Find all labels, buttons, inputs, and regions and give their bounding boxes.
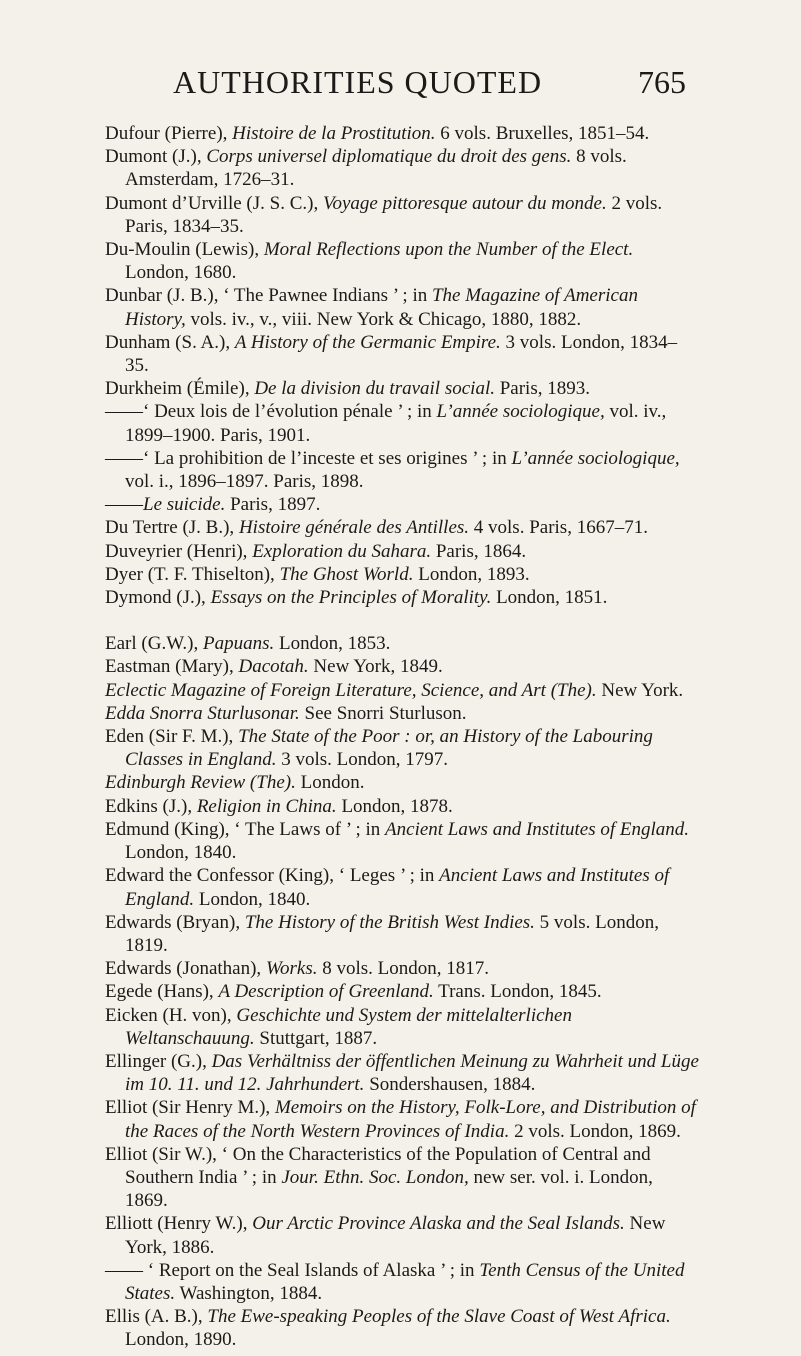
bibliography-entry: Edinburgh Review (The). London. [105, 772, 365, 794]
bibliography-entry: Elliot (Sir Henry M.), Memoirs on the History, Folk-Lore, and Distribution of the Races of the North Western Provinces of India. 2 vols. London, 1869. [105, 1097, 696, 1142]
bibliography-entry: Earl (G.W.), Papuans. London, 1853. [105, 633, 391, 655]
bibliography-entry: Eicken (H. von), Geschichte und System der mittelalterlichen Weltanschauung. Stuttgart, 1887. [105, 1004, 572, 1049]
bibliography-entry: Eclectic Magazine of Foreign Literature, Science, and Art (The). New York. [105, 679, 684, 701]
bibliography-entry: Ellinger (G.), Das Verhältniss der öffentlichen Meinung zu Wahrheit und Lüge im 10. 11. und 12. Jahrhundert. Sondershausen, 1884. [105, 1050, 699, 1096]
bibliography-entry: —— ‘ Report on the Seal Islands of Alaska ’ ; in Tenth Census of the United States. Washington, 1884. [105, 1259, 685, 1304]
bibliography-entry: Eden (Sir F. M.), The State of the Poor : or, an History of the Labouring Classes in England. 3 vols. London, 1797. [105, 726, 653, 771]
bibliography-entry: Eastman (Mary), Dacotah. New York, 1849. [105, 656, 443, 678]
bibliography-entry: Edda Snorra Sturlusonar. See Snorri Sturluson. [105, 702, 467, 724]
bibliography-entry: ——Le suicide. Paris, 1897. [105, 494, 321, 516]
bibliography-entry: Dunbar (J. B.), ‘ The Pawnee Indians ’ ; in The Magazine of American History, vols. iv., v., viii. New York & Chicago, 1880, 1882. [105, 285, 638, 330]
bibliography-entry: ——‘ La prohibition de l’inceste et ses origines ’ ; in L’année sociologique, vol. i., 1896–1897. Paris, 1898. [105, 447, 680, 493]
bibliography-entry: Dumont (J.), Corps universel diplomatique du droit des gens. 8 vols. Amsterdam, 1726–31. [105, 146, 627, 191]
page-header [0, 62, 801, 102]
bibliography-list [105, 122, 700, 1352]
bibliography-entry: Dufour (Pierre), Histoire de la Prostitution. 6 vols. Bruxelles, 1851–54. [105, 123, 650, 144]
bibliography-entry: Dunham (S. A.), A History of the Germanic Empire. 3 vols. London, 1834–35. [105, 331, 678, 377]
bibliography-entry: Dumont d’Urville (J. S. C.), Voyage pittoresque autour du monde. 2 vols. Paris, 1834–35. [105, 192, 663, 237]
bibliography-entry: ——‘ Deux lois de l’évolution pénale ’ ; in L’année sociologique, vol. iv., 1899–1900. Paris, 1901. [105, 401, 667, 446]
bibliography-entry: Ellis (A. B.), The Ewe-speaking Peoples of the Slave Coast of West Africa. London, 1890. [105, 1306, 671, 1351]
bibliography-entry: Durkheim (Émile), De la division du travail social. Paris, 1893. [105, 378, 590, 400]
bibliography-entry: Edkins (J.), Religion in China. London, 1878. [105, 795, 453, 817]
bibliography-entry: Elliott (Henry W.), Our Arctic Province Alaska and the Seal Islands. New York, 1886. [105, 1213, 666, 1258]
running-title: AUTHORITIES QUOTED [173, 64, 543, 100]
bibliography-entry: Du Tertre (J. B.), Histoire générale des Antilles. 4 vols. Paris, 1667–71. [105, 517, 648, 539]
page-number: 765 [638, 64, 686, 100]
bibliography-entry: Dymond (J.), Essays on the Principles of Morality. London, 1851. [105, 587, 608, 609]
bibliography-entry: Elliot (Sir W.), ‘ On the Characteristics of the Population of Central and Southern India ’ ; in Jour. Ethn. Soc. London, new ser. vol. i. London, 1869. [105, 1143, 653, 1212]
bibliography-entry: Edmund (King), ‘ The Laws of ’ ; in Ancient Laws and Institutes of England. London, 1840. [105, 818, 690, 864]
bibliography-entry: Duveyrier (Henri), Exploration du Sahara. Paris, 1864. [105, 540, 527, 562]
bibliography-entry: Edwards (Jonathan), Works. 8 vols. London, 1817. [105, 958, 490, 980]
bibliography-entry: Egede (Hans), A Description of Greenland. Trans. London, 1845. [105, 981, 602, 1003]
bibliography-entry: Edward the Confessor (King), ‘ Leges ’ ; in Ancient Laws and Institutes of England. London, 1840. [105, 865, 670, 910]
bibliography-entry: Dyer (T. F. Thiselton), The Ghost World. London, 1893. [105, 563, 530, 585]
bibliography-entry: Edwards (Bryan), The History of the British West Indies. 5 vols. London, 1819. [105, 911, 659, 956]
bibliography-entry: Du-Moulin (Lewis), Moral Reflections upon the Number of the Elect. London, 1680. [105, 239, 634, 284]
